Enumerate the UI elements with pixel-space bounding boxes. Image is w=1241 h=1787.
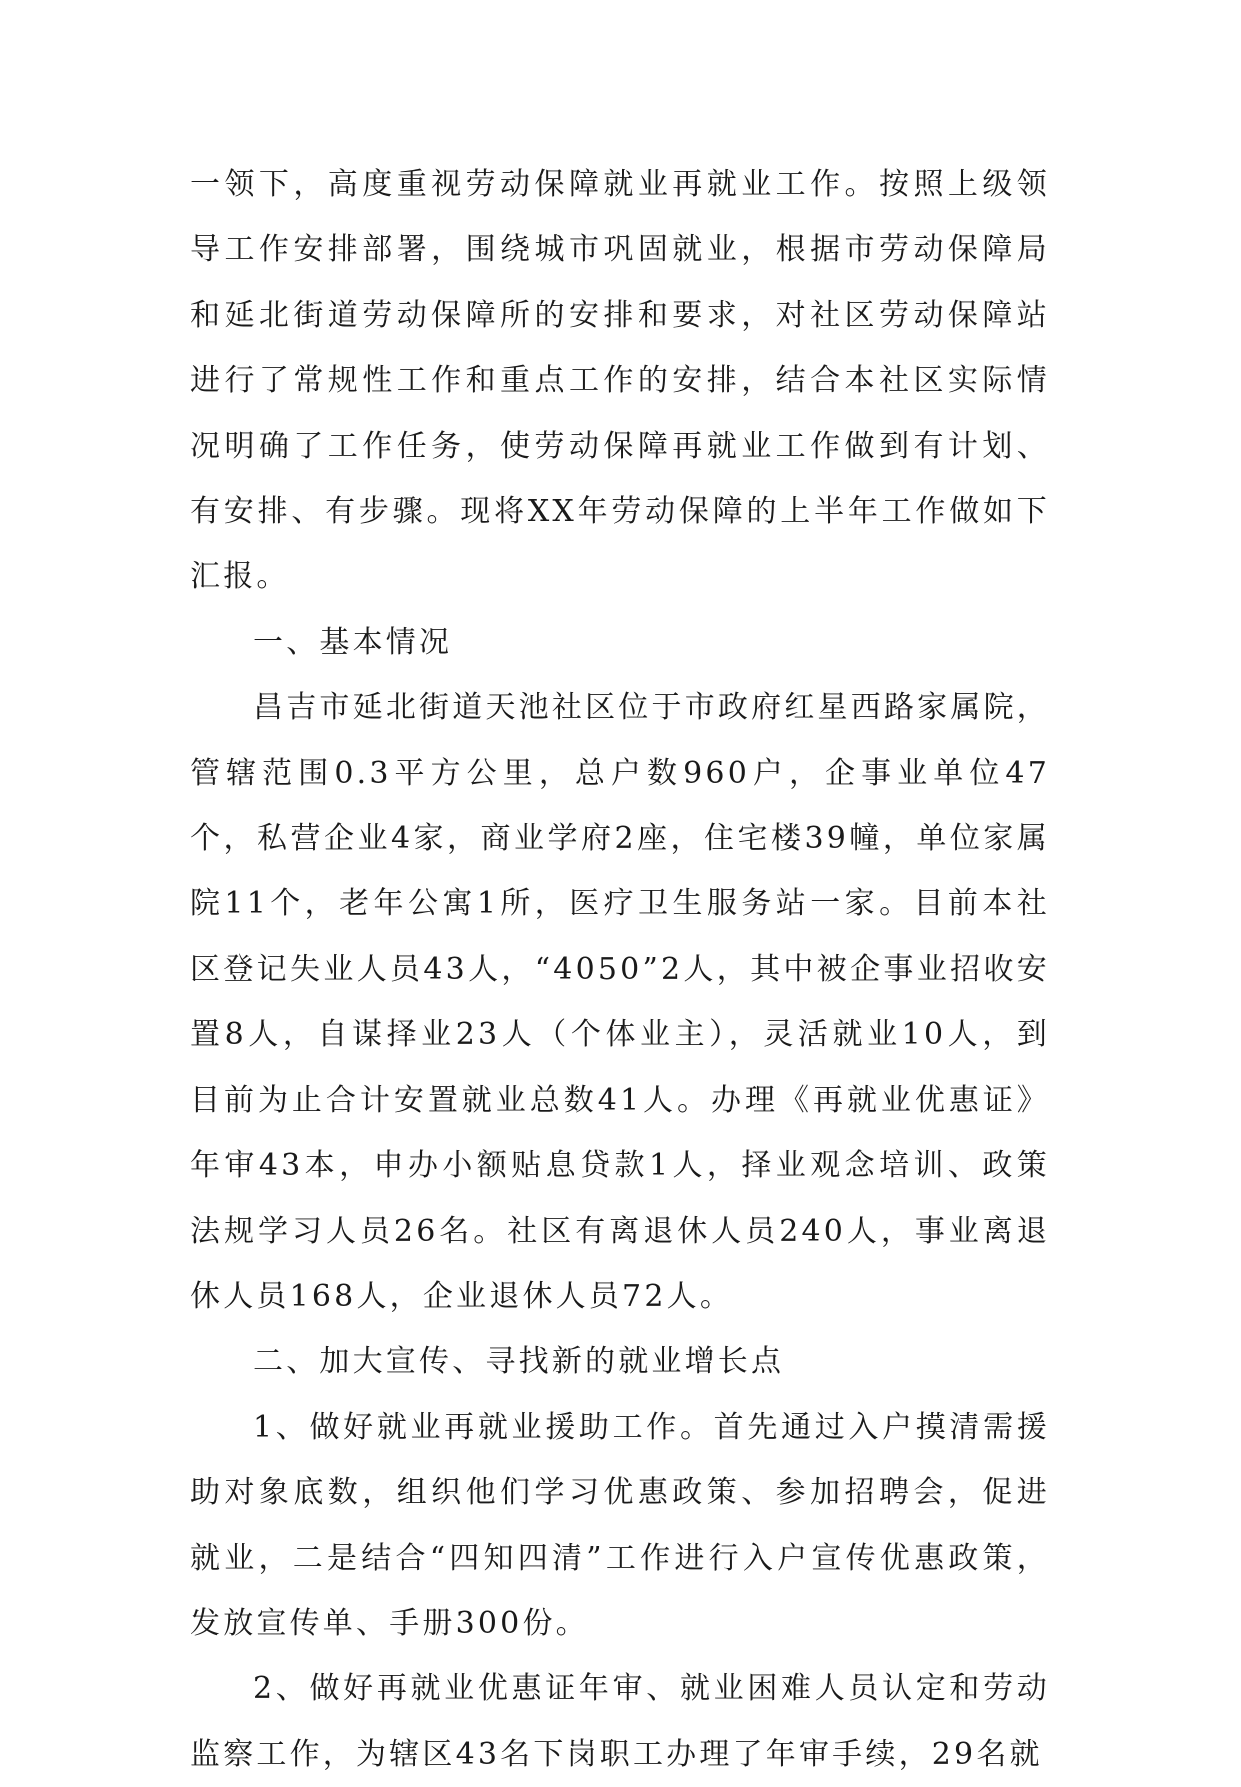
body-paragraph-community-overview: 昌吉市延北街道天池社区位于市政府红星西路家属院，管辖范围0.3平方公里，总户数960户，企事业单位47个，私营企业4家，商业学府2座，住宅楼39幢，单位家属院11个，老年公寓1所，医疗卫生服务站一家。目前本社区登记失业人员43人，“4050”2人，其中被企事业招收安置8人，自谋择业23人（个体业主），灵活就业10人，到目前为止合计安置就业总数41人。办理《再就业优惠证》年审43本，申办小额贴息贷款1人，择业观念培训、政策法规学习人员26名。社区有离退休人员240人，事业离退休人员168人，企业退休人员72人。	[190, 690, 1050, 1314]
body-paragraph-intro: 一领下，高度重视劳动保障就业再就业工作。按照上级领导工作安排部署，围绕城市巩固就业，根据市劳动保障局和延北街道劳动保障所的安排和要求，对社区劳动保障站进行了常规性工作和重点工作的安排，结合本社区实际情况明确了工作任务，使劳动保障再就业工作做到有计划、有安排、有步骤。现将XX年劳动保障的上半年工作做如下汇报。	[190, 167, 1050, 595]
body-paragraph-item-1: 1、做好就业再就业援助工作。首先通过入户摸清需援助对象底数，组织他们学习优惠政策、参加招聘会，促进就业，二是结合“四知四清”工作进行入户宣传优惠政策，发放宣传单、手册300份。	[190, 1409, 1050, 1641]
body-paragraph-item-2: 2、做好再就业优惠证年审、就业困难人员认定和劳动监察工作，为辖区43名下岗职工办理了年审手续，29名就	[190, 1671, 1050, 1772]
section-heading-basic-situation: 一、基本情况	[253, 624, 453, 660]
document-page	[190, 152, 1050, 1787]
section-heading-publicity: 二、加大宣传、寻找新的就业增长点	[253, 1344, 785, 1380]
